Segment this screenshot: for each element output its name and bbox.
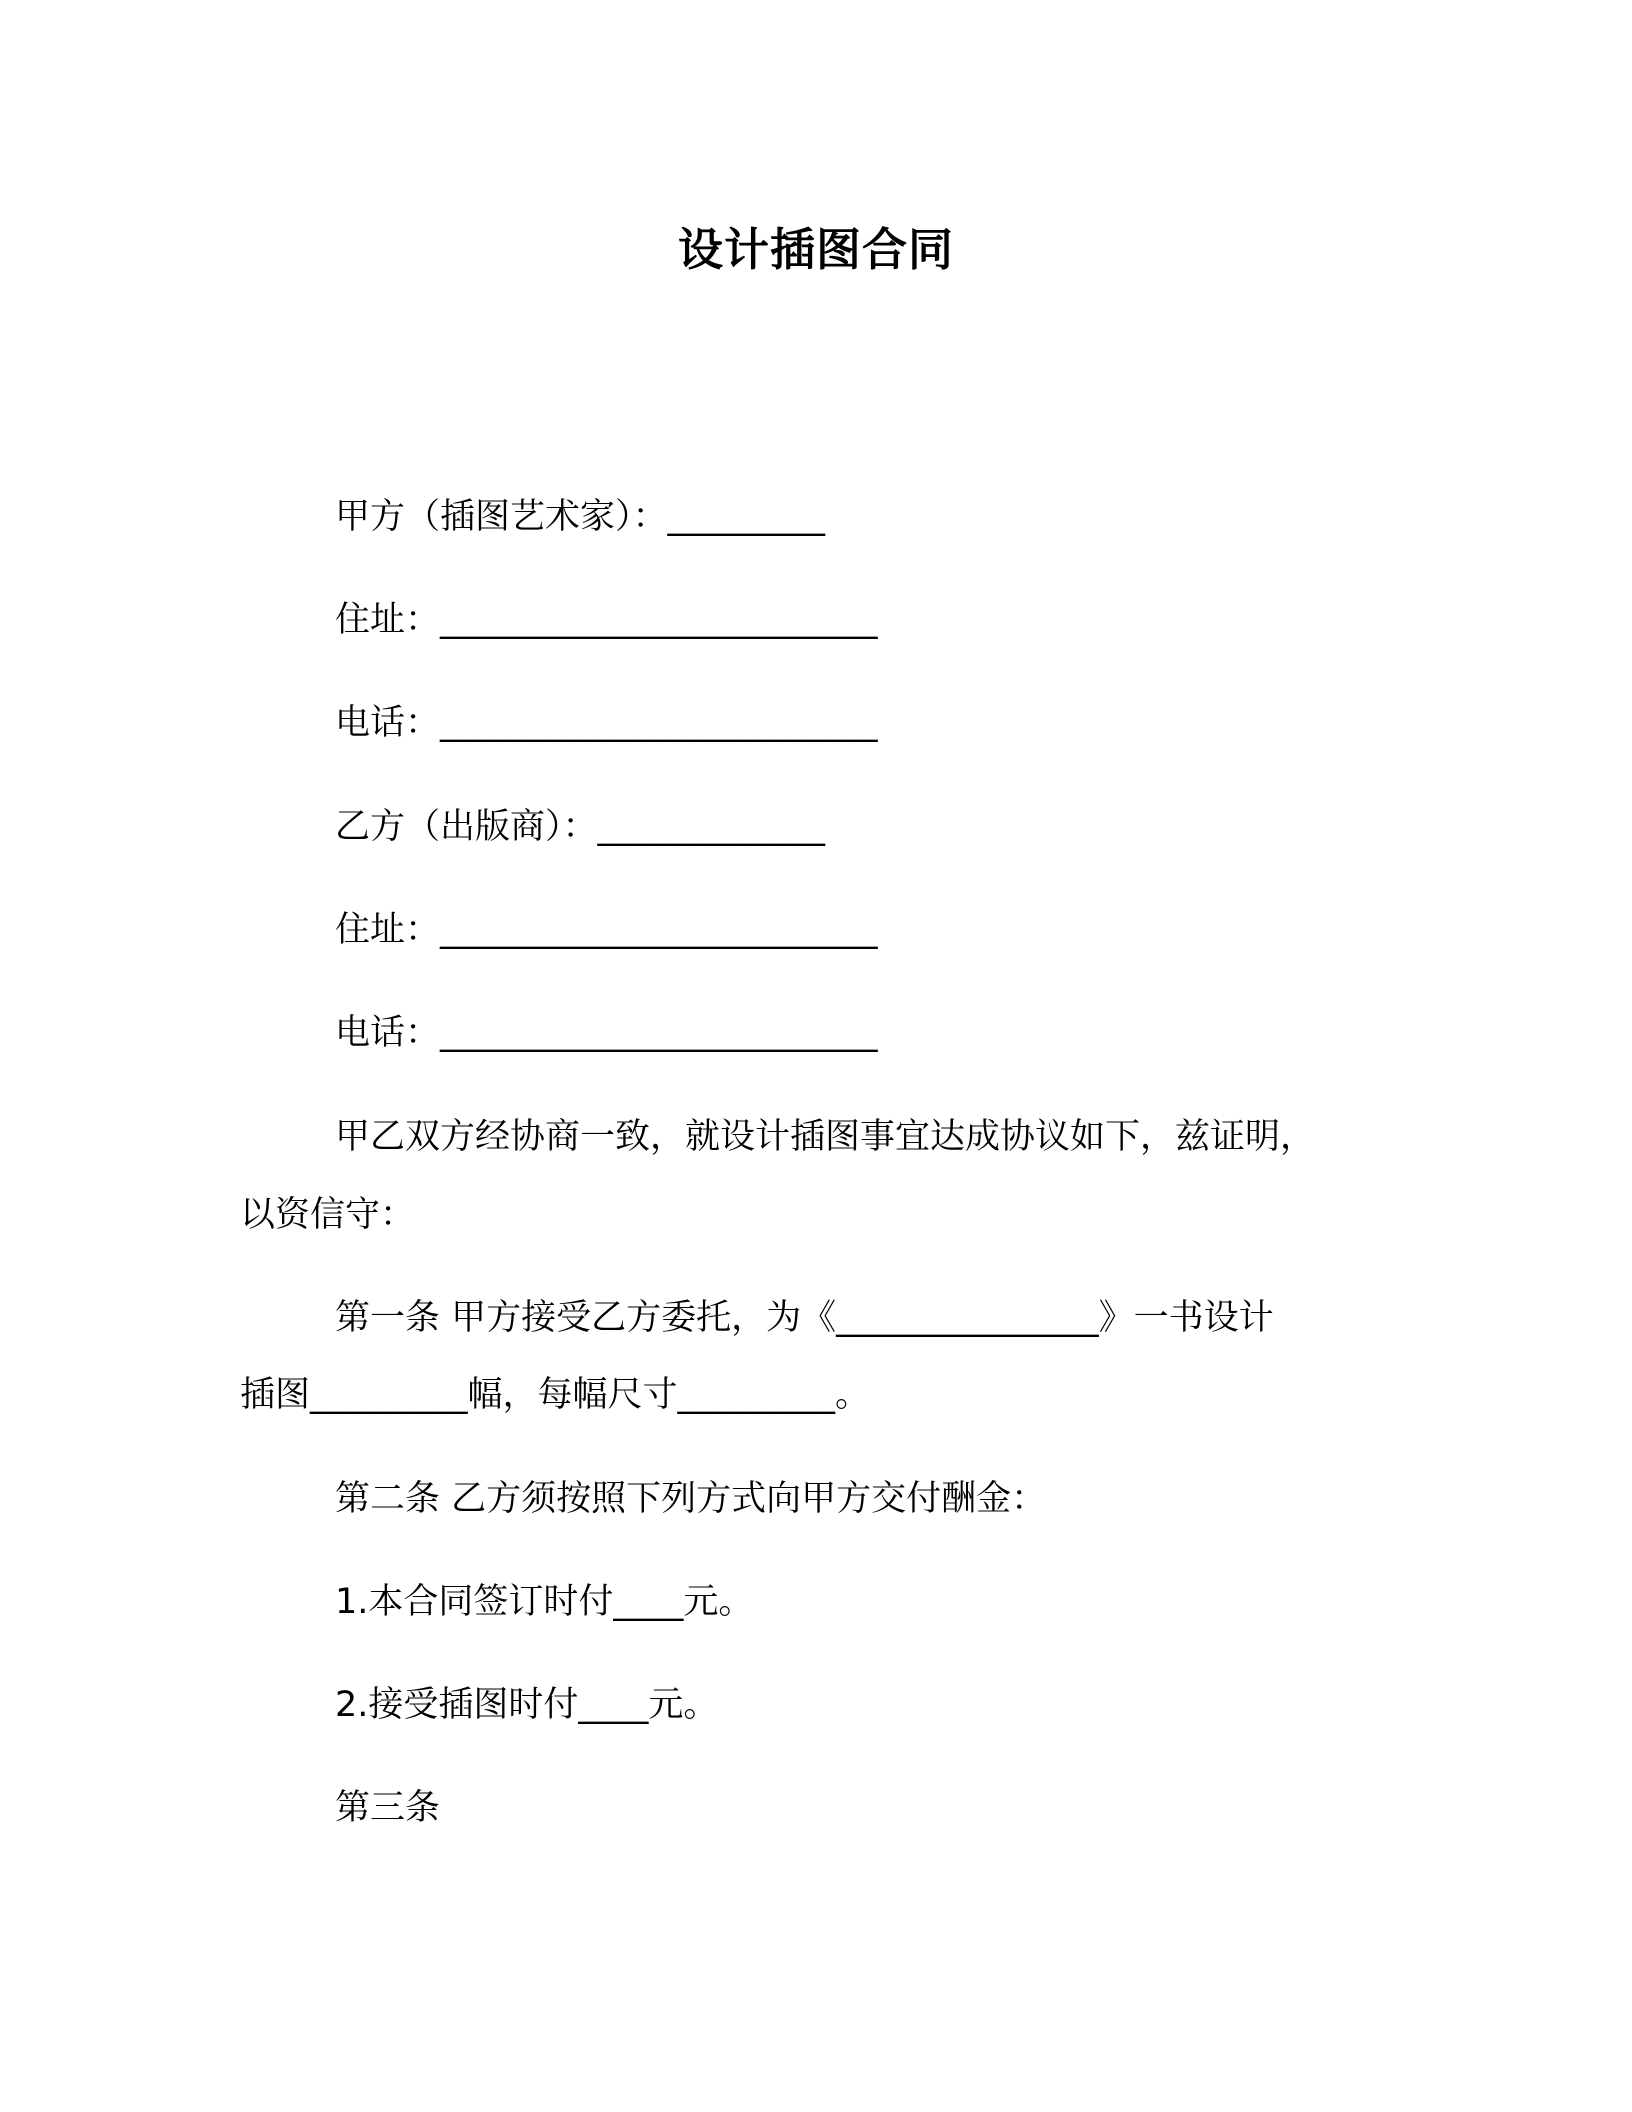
party-a-address: 住址：_________________________ <box>335 600 878 640</box>
party-a-phone: 电话：_________________________ <box>335 703 878 743</box>
payment-item-2: 2.接受插图时付____元。 <box>335 1685 719 1725</box>
preamble-line-2: 以资信守： <box>240 1195 416 1235</box>
article-3: 第三条 <box>335 1788 441 1828</box>
party-a-label: 甲方（插图艺术家）：_________ <box>335 497 826 537</box>
payment-item-1: 1.本合同签订时付____元。 <box>335 1582 754 1622</box>
preamble-line-1: 甲乙双方经协商一致，就设计插图事宜达成协议如下，兹证明， <box>335 1117 1316 1157</box>
document-title: 设计插图合同 <box>677 223 954 276</box>
party-b-address: 住址：_________________________ <box>335 910 878 950</box>
article-2: 第二条 乙方须按照下列方式向甲方交付酬金： <box>335 1479 1047 1519</box>
party-b-label: 乙方（出版商）：_____________ <box>335 807 826 847</box>
party-b-phone: 电话：_________________________ <box>335 1013 878 1053</box>
article-1-line-1: 第一条 甲方接受乙方委托，为《_______________》一书设计 <box>335 1298 1274 1338</box>
article-1-line-2: 插图_________幅，每幅尺寸_________。 <box>240 1375 871 1415</box>
